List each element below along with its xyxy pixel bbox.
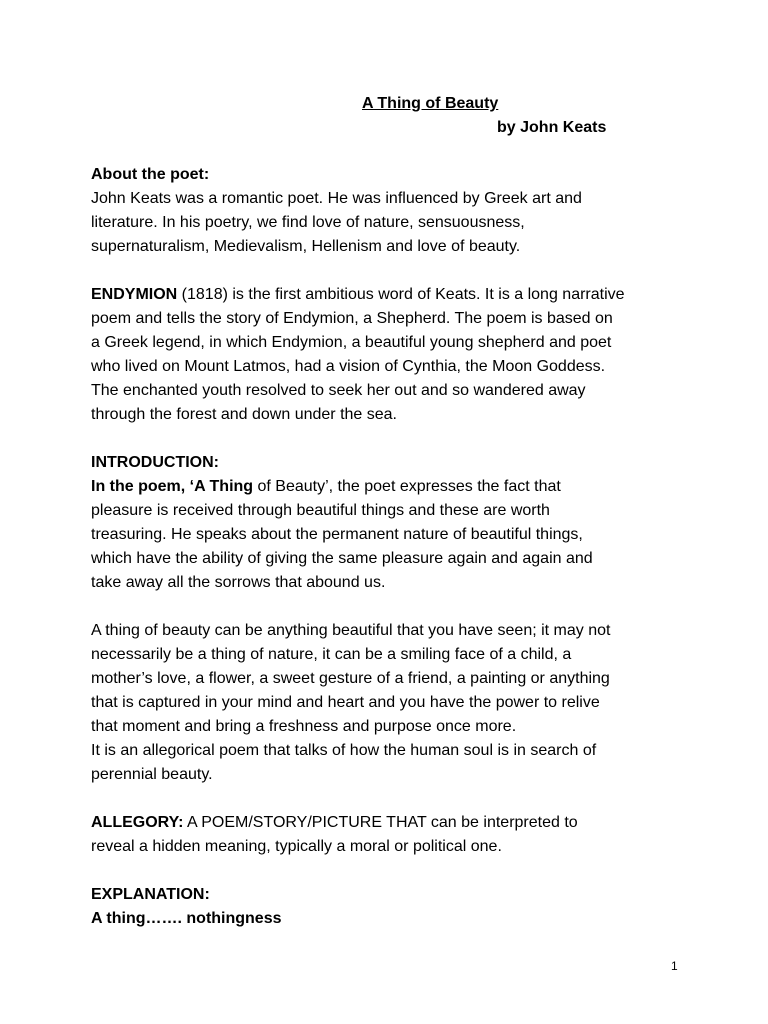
introduction-line: pleasure is received through beautiful things and these are worth bbox=[91, 502, 550, 519]
thing-of-beauty-paragraph bbox=[91, 619, 691, 787]
paragraph-line: mother’s love, a flower, a sweet gesture of a friend, a painting or anything bbox=[91, 670, 610, 687]
endymion-term: ENDYMION bbox=[91, 286, 178, 303]
paragraph-line: necessarily be a thing of nature, it can be a smiling face of a child, a bbox=[91, 646, 572, 663]
allegory-line: reveal a hidden meaning, typically a moral or political one. bbox=[91, 838, 502, 855]
about-poet-section bbox=[91, 163, 691, 259]
about-line: John Keats was a romantic poet. He was influenced by Greek art and bbox=[91, 190, 582, 207]
explanation-subheading: A thing……. nothingness bbox=[91, 910, 282, 927]
endymion-line: a Greek legend, in which Endymion, a beautiful young shepherd and poet bbox=[91, 334, 612, 351]
introduction-first-line-text: of Beauty’, the poet expresses the fact that bbox=[253, 478, 561, 495]
explanation-section bbox=[91, 883, 691, 931]
allegory-first-line bbox=[91, 811, 691, 835]
endymion-line: poem and tells the story of Endymion, a Shepherd. The poem is based on bbox=[91, 310, 613, 327]
document-body bbox=[91, 163, 691, 931]
introduction-line: treasuring. He speaks about the permanent nature of beautiful things, bbox=[91, 526, 583, 543]
endymion-first-line-text: (1818) is the first ambitious word of Keats. It is a long narrative bbox=[177, 286, 625, 303]
endymion-line: The enchanted youth resolved to seek her out and so wandered away bbox=[91, 382, 586, 399]
endymion-line: who lived on Mount Latmos, had a vision of Cynthia, the Moon Goddess. bbox=[91, 358, 606, 375]
allegory-first-line-text: A POEM/STORY/PICTURE THAT can be interpreted to bbox=[183, 814, 578, 831]
endymion-section bbox=[91, 283, 691, 427]
page-number: 1 bbox=[671, 959, 678, 973]
paragraph-line: It is an allegorical poem that talks of how the human soul is in search of bbox=[91, 742, 597, 759]
explanation-heading: EXPLANATION: bbox=[91, 886, 210, 903]
about-line: literature. In his poetry, we find love of nature, sensuousness, bbox=[91, 214, 525, 231]
paragraph-line: perennial beauty. bbox=[91, 766, 213, 783]
allegory-term: ALLEGORY: bbox=[91, 814, 184, 831]
introduction-section bbox=[91, 451, 691, 595]
endymion-first-line bbox=[91, 283, 691, 307]
document-title: A Thing of Beauty bbox=[362, 95, 499, 112]
introduction-line: which have the ability of giving the same pleasure again and again and bbox=[91, 550, 593, 567]
paragraph-line: that is captured in your mind and heart and you have the power to relive bbox=[91, 694, 600, 711]
introduction-heading: INTRODUCTION: bbox=[91, 454, 219, 471]
paragraph-line: A thing of beauty can be anything beautiful that you have seen; it may not bbox=[91, 622, 611, 639]
about-poet-heading: About the poet: bbox=[91, 166, 210, 183]
author-byline: by John Keats bbox=[497, 119, 607, 136]
allegory-section bbox=[91, 811, 691, 859]
introduction-first-line bbox=[91, 475, 691, 499]
about-line: supernaturalism, Medievalism, Hellenism and love of beauty. bbox=[91, 238, 521, 255]
introduction-first-line-bold: In the poem, ‘A Thing bbox=[91, 478, 254, 495]
endymion-line: through the forest and down under the sea. bbox=[91, 406, 397, 423]
paragraph-line: that moment and bring a freshness and purpose once more. bbox=[91, 718, 517, 735]
introduction-line: take away all the sorrows that abound us. bbox=[91, 574, 386, 591]
